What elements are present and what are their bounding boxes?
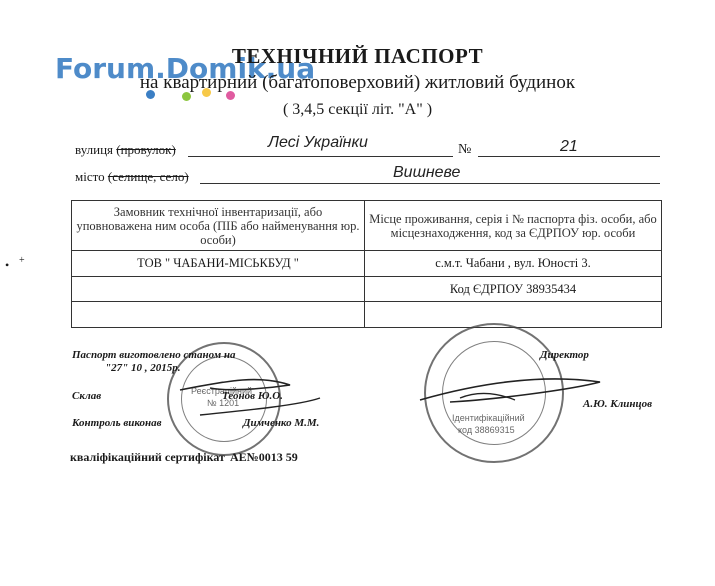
certificate-label: кваліфікаційний сертифікат xyxy=(70,450,225,464)
sections-note: ( 3,4,5 секції літ. "А" ) xyxy=(282,101,433,118)
checked-name: Димченко М.М. xyxy=(243,417,320,429)
city-label: місто (селище, село) xyxy=(75,169,189,184)
forum-watermark: Forum.Domik.ua xyxy=(55,52,316,85)
compiled-label: Склав xyxy=(72,390,102,402)
empty-cell xyxy=(72,302,365,328)
signature-scribbles-icon xyxy=(170,360,653,450)
compiled-name: Теонов Ю.О. xyxy=(222,390,283,402)
director-name: А.Ю. Клинцов xyxy=(583,398,653,410)
edrpou-code-cell: Код ЄДРПОУ 38935434 xyxy=(365,277,662,302)
owner-column-header: Замовник технічної інвентаризації, або уповноважена ним особа (ПІБ або найменування юр. особи) xyxy=(72,201,365,251)
street-value: Лесі Українки xyxy=(268,134,368,151)
owner-name-cell: ТОВ " ЧАБАНИ-МІСЬКБУД " xyxy=(72,251,365,277)
certificate-number: АЕ№0013 59 xyxy=(230,450,298,464)
page-title: ТЕХНІЧНИЙ ПАСПОРТ xyxy=(231,44,484,68)
valid-as-of-date: "27" 10 , 2015р. xyxy=(105,362,181,374)
stray-mark-icon: • xyxy=(5,258,10,272)
number-label: № xyxy=(458,142,472,157)
left-stamp-text: Реєстраційний xyxy=(191,386,253,396)
number-value: 21 xyxy=(560,138,578,155)
valid-as-of-label: Паспорт виготовлено станом на xyxy=(72,349,236,361)
right-stamp-text: Ідентифікаційний xyxy=(452,413,525,423)
director-label: Директор xyxy=(540,349,589,361)
number-underline xyxy=(478,156,660,157)
right-stamp-code: код 38869315 xyxy=(458,425,515,435)
empty-cell xyxy=(72,277,365,302)
checked-label: Контроль виконав xyxy=(72,417,162,429)
street-underline xyxy=(188,156,453,157)
owner-table xyxy=(71,200,662,328)
left-stamp-number: № 1201 xyxy=(207,398,240,408)
street-label: вулиця (провулок) xyxy=(75,142,176,157)
city-value: Вишневе xyxy=(393,164,461,181)
page-subtitle: на квартирний (багатоповерховий) житловий будинок xyxy=(139,72,576,93)
city-underline xyxy=(200,183,660,184)
empty-cell xyxy=(365,302,662,328)
owner-address-cell: с.м.т. Чабани , вул. Юності 3. xyxy=(365,251,662,277)
address-column-header: Місце проживання, серія і № паспорта фіз. особи, або місцезнаходження, код за ЄДРПОУ юр. особи xyxy=(365,201,662,251)
stray-mark-icon: + xyxy=(19,255,25,266)
